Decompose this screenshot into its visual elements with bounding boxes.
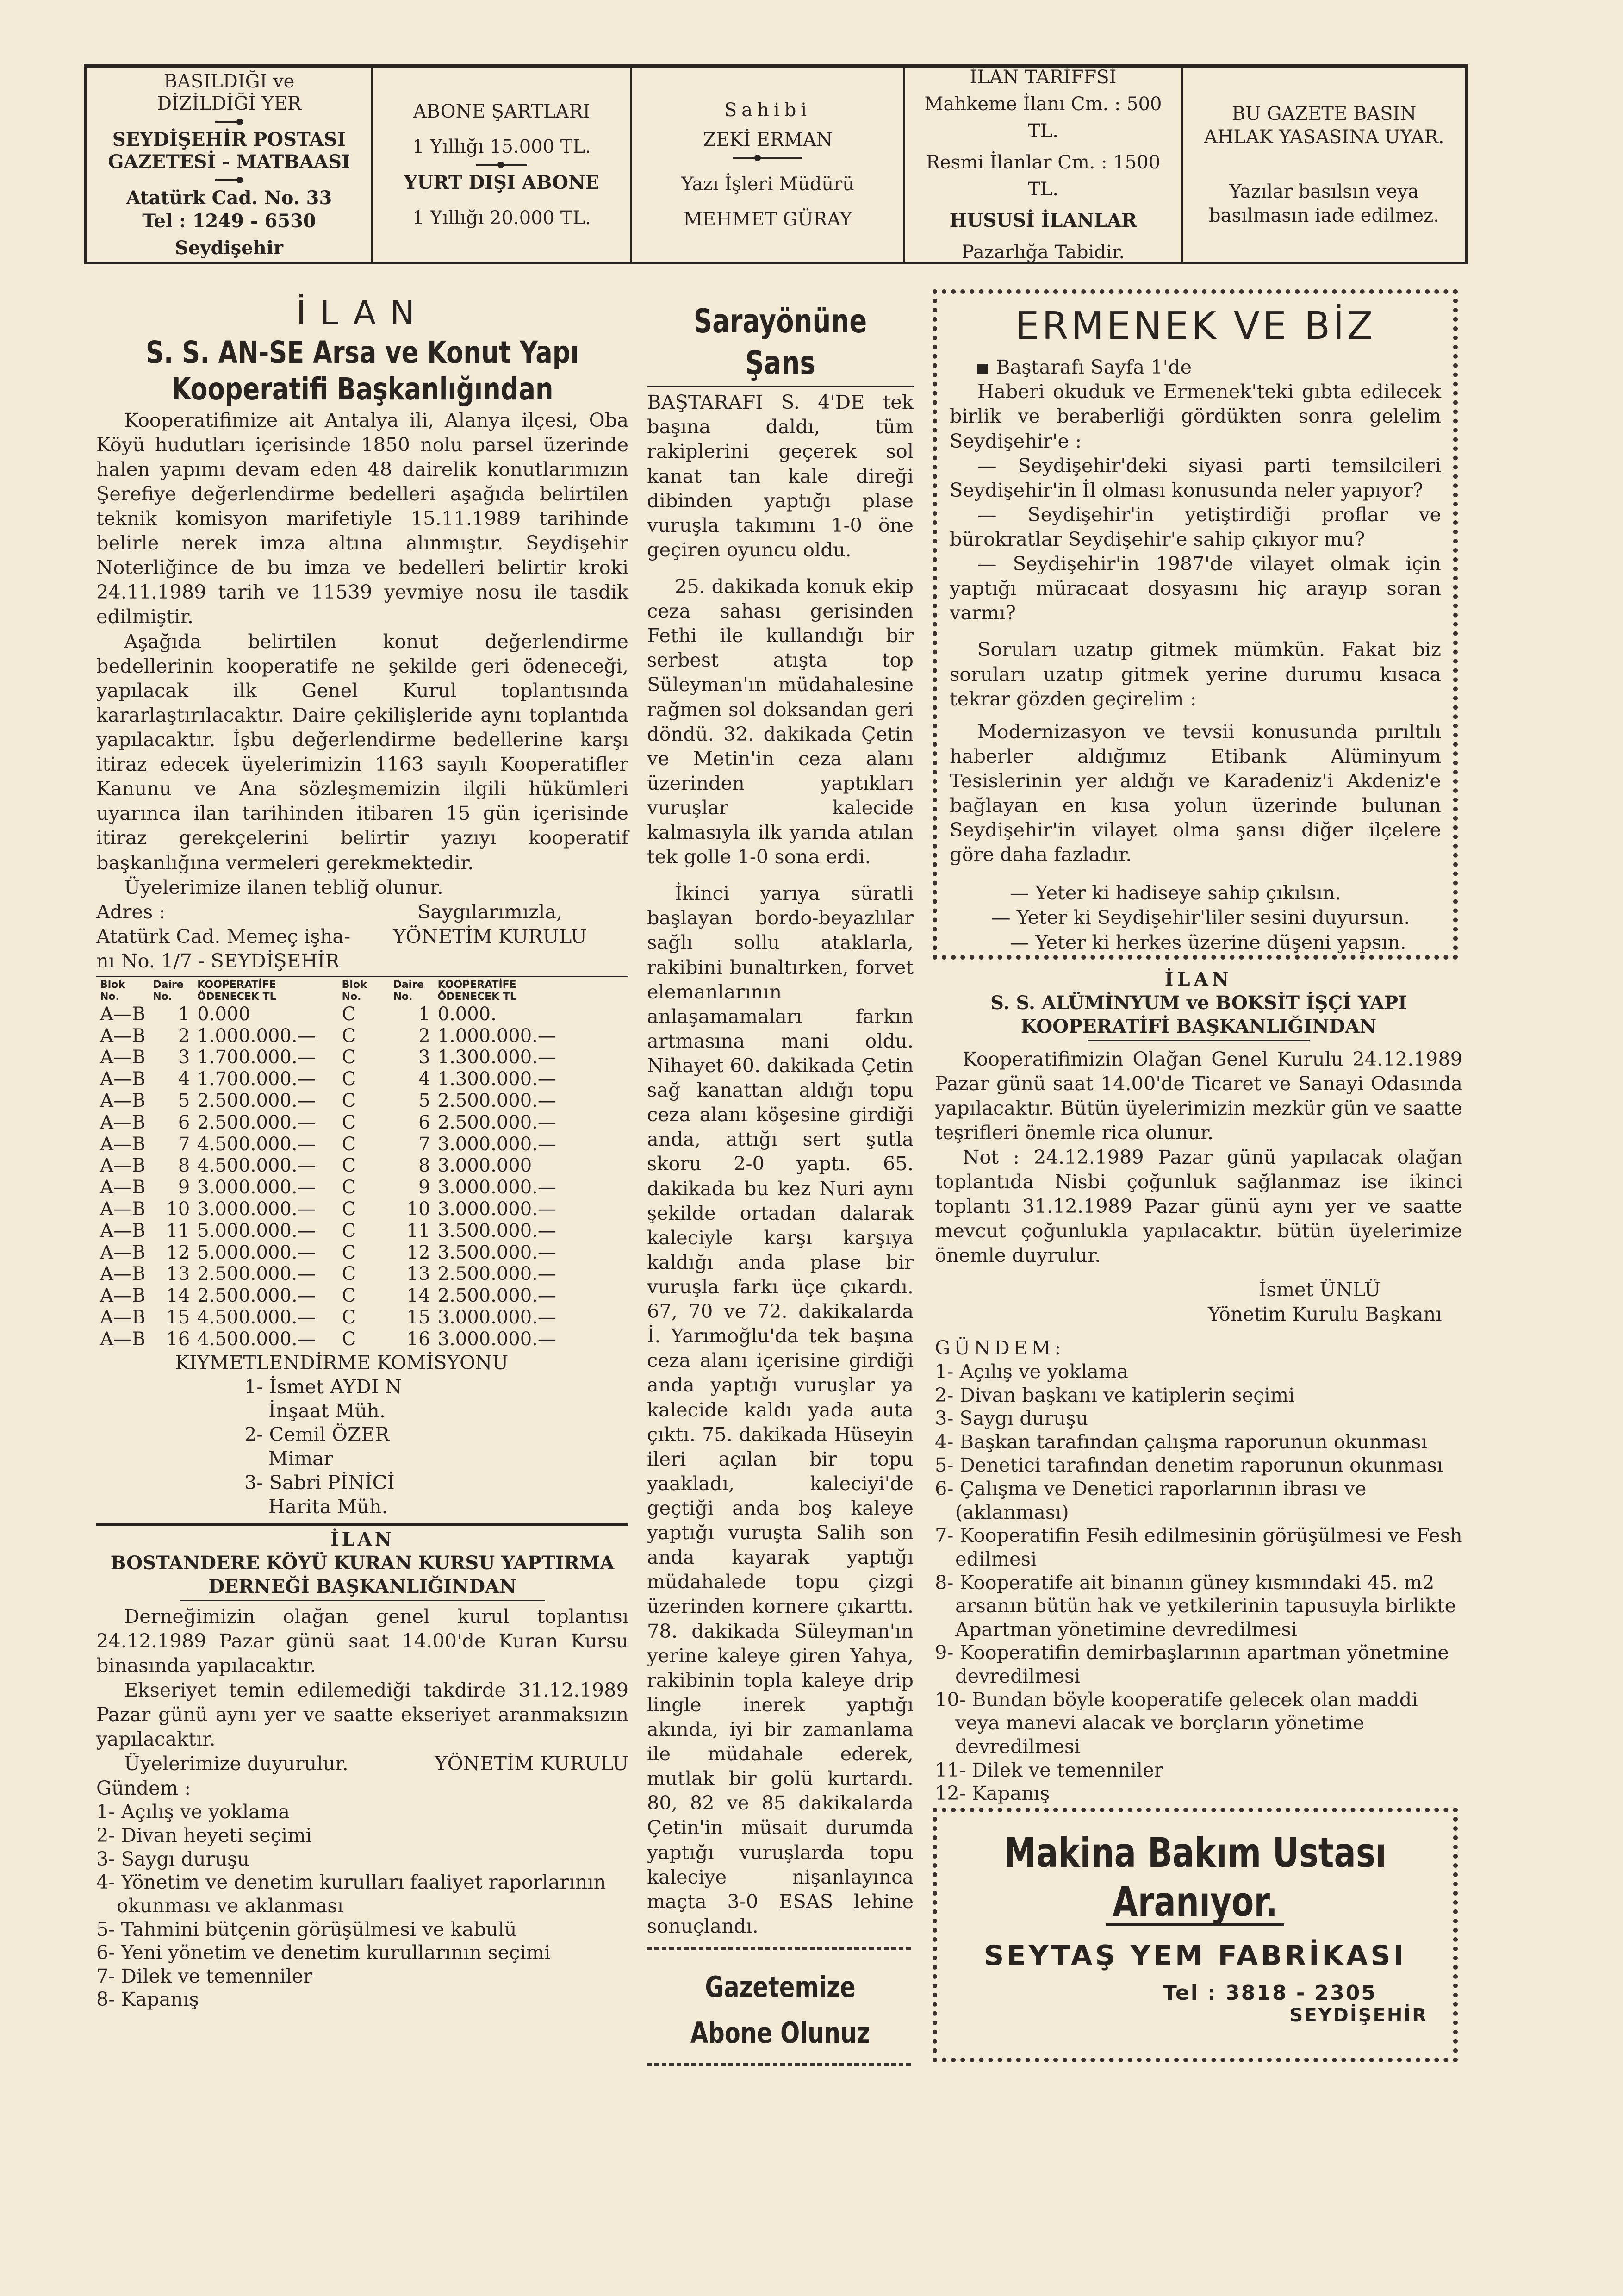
amount-cell: 1.000.000.—	[197, 1025, 316, 1047]
amount-cell: 5.000.000.—	[197, 1220, 316, 1242]
table-row	[338, 1329, 560, 1350]
cooperative-heading: S. S. ALÜMİNYUM ve BOKSİT İŞÇİ YAPI	[990, 992, 1407, 1014]
city-name: SEYDİŞEHİR	[1289, 2005, 1428, 2027]
agenda-item: 3- Saygı duruşu	[96, 1847, 250, 1870]
agenda-item: 5- Tahmini bütçenin görüşülmesi ve kabulü	[96, 1917, 517, 1940]
amount-cell: 0.000	[197, 1003, 250, 1025]
flat-cell: 16	[166, 1328, 190, 1350]
block-cell: A—B	[100, 1090, 146, 1112]
column-left	[96, 292, 628, 2011]
flat-cell: 15	[406, 1306, 430, 1328]
agenda-item: 8- Kooperatife ait binanın güney kısmındaki 45. m2 arsanın bütün hak ve yetkilerinin tapusuyla birlikte Apartman yönetimine devredilmesi	[935, 1571, 1456, 1641]
flat-cell: 3	[178, 1047, 190, 1068]
agenda-item: 6- Çalışma ve Denetici raporlarının ibrası ve (aklanması)	[935, 1477, 1367, 1523]
agenda-item: 7- Dilek ve temenniler	[96, 1964, 313, 1987]
notice-paragraph: Kooperatifimizin Olağan Genel Kurulu 24.12.1989 Pazar günü saat 14.00'de Ticaret ve Sanayi Odasında yapılacaktır. Bütün üyelerimizin mezkür gün ve saatte teşrifleri önemle rica olunur.	[935, 1047, 1462, 1144]
table-row	[96, 1307, 320, 1329]
block-cell: C	[342, 1198, 356, 1220]
board-signature: YÖNETİM KURULU	[435, 1752, 628, 1775]
amount-cell: 3.500.000.—	[437, 1220, 556, 1242]
masthead-ethics	[1183, 68, 1465, 262]
owner-line: Yazı İşleri Müdürü	[681, 174, 855, 195]
block-cell: C	[342, 1090, 356, 1112]
flat-cell: 1	[178, 1003, 190, 1025]
ornament-border	[647, 1947, 914, 1950]
square-bullet-icon	[977, 364, 988, 374]
table-row	[96, 1090, 320, 1112]
printing-line: BASILDIĞI ve	[163, 71, 295, 92]
amount-cell: 1.300.000.—	[437, 1068, 556, 1090]
flat-cell: 8	[418, 1155, 430, 1177]
block-cell: C	[342, 1285, 356, 1307]
amount-cell: 2.500.000.—	[437, 1285, 556, 1307]
notice-paragraph: Derneğimizin olağan genel kurul toplantısı 24.12.1989 Pazar günü saat 14.00'de Kuran Kursu binasında yapılacaktır.	[96, 1604, 628, 1677]
article-paragraph: İkinci yarıya süratli başlayan bordo-beyazlılar sağlı sollu ataklarla, rakibini bunaltırken, forvet elemanlarının anlaşamamaları farkın artmasına mani oldu. Nihayet 60. dakikada Çetin sağ kanattan aldığı topu ceza alanı köşesine girdiği anda, attığı sert şutla skoru 2-0 yaptı. 65. dakikada bu kez Nuri aynı şekilde ortadan dalarak kaleciyle karşı karşıya kaldığı anda plase bir vuruşla farkı üçe çıkardı. 67, 70 ve 72. dakikalarda İ. Yarımoğlu'da tek başına ceza alanı içerisine girdiği anda yaptığı vuruşlar ya kalecide kaldı yada auta çıktı. 75. dakikada Hüseyin ileri açılan bir topu yaakladı, kaleciyi'de geçtiği anda boş kaleye yaptığı vuruşta Salih son anda kayarak yaptığı müdahalede topu çizgi üzerinden kornere çıkarttı. 78. dakikada Süleyman'ın yerine kaleye giren Yahya, rakibinin topla kaleye drip lingle inerek yaptığı akında, iyi bir zamanlama ile müdahale ederek, mutlak bir golü kurtardı. 80, 82 ve 85 dakikalarda Çetin'in müsait durumda yaptığı vuruşlarda topu kaleciye nişanlayınca maçta 3-0 ESAS lehine sonuçlandı.	[647, 882, 914, 1937]
divider	[96, 976, 628, 977]
article-title: ERMENEK VE BİZ	[1015, 304, 1376, 348]
flat-cell: 14	[406, 1285, 430, 1307]
ad-rate-line: Pazarlığa Tabidir.	[961, 242, 1125, 263]
separator-ornament	[215, 179, 243, 181]
block-cell: C	[342, 1177, 356, 1198]
amount-cell: 3.000.000.—	[437, 1306, 556, 1328]
lead-text: Baştarafı Sayfa 1'de	[996, 356, 1192, 379]
flat-cell: 8	[178, 1155, 190, 1177]
phone-number: Tel : 3818 - 2305	[1163, 1981, 1377, 2005]
amount-cell: 2.500.000.—	[197, 1090, 316, 1112]
flat-cell: 4	[418, 1068, 430, 1090]
flat-cell: 16	[406, 1328, 430, 1350]
closing-line: — Yeter ki herkes üzerine düşeni yapsın.	[1010, 930, 1406, 954]
masthead-subscription	[373, 68, 632, 262]
commission-list	[96, 1375, 628, 1519]
printing-line: GAZETESİ - MATBAASI	[108, 151, 350, 173]
flat-cell: 10	[166, 1198, 190, 1220]
block-cell: C	[342, 1133, 356, 1155]
commission-role: Harita Müh.	[268, 1495, 388, 1518]
flat-cell: 3	[418, 1047, 430, 1068]
block-cell: C	[342, 1306, 356, 1328]
divider	[647, 386, 914, 387]
table-row	[96, 1177, 320, 1198]
announcement-line	[96, 1751, 628, 1776]
agenda-item: 8- Kapanış	[96, 1988, 199, 2011]
commission-role: Mimar	[268, 1447, 333, 1470]
printing-line: Tel : 1249 - 6530 Seydişehir	[142, 210, 316, 259]
block-cell: A—B	[100, 1177, 146, 1198]
printing-line: DİZİLDİĞİ YER	[156, 93, 302, 114]
signature-title: Yönetim Kurulu Başkanı	[1208, 1302, 1442, 1325]
amount-cell: 4.500.000.—	[197, 1155, 316, 1177]
subscription-line: YURT DIŞI ABONE	[404, 172, 600, 193]
divider	[180, 1600, 545, 1601]
block-cell: C	[342, 1068, 356, 1090]
table-row	[338, 1263, 560, 1285]
address-block	[96, 899, 628, 973]
table-row	[96, 1068, 320, 1090]
amount-cell: 4.500.000.—	[197, 1133, 316, 1155]
column-right-notice	[935, 967, 1462, 1805]
cooperative-heading: Kooperatifi Başkanlığından	[171, 371, 553, 407]
agenda-item: 1- Açılış ve yoklama	[935, 1360, 1129, 1383]
signature-name: İsmet ÜNLÜ	[1259, 1278, 1381, 1301]
valuation-tables	[96, 979, 628, 1350]
address-label: Adres :	[96, 900, 166, 923]
masthead-ad-rates	[905, 68, 1183, 262]
flat-cell: 7	[178, 1133, 190, 1155]
block-cell: C	[342, 1111, 356, 1133]
amount-cell: 2.500.000.—	[197, 1263, 316, 1285]
agenda-item: 9- Kooperatifin demirbaşlarının apartman yönetmine devredilmesi	[935, 1641, 1449, 1687]
agenda-item: 1- Açılış ve yoklama	[96, 1800, 290, 1823]
table-row	[96, 1285, 320, 1307]
flat-cell: 6	[178, 1111, 190, 1133]
block-cell: C	[342, 1242, 356, 1263]
table-row	[96, 1134, 320, 1155]
separator-ornament	[215, 121, 243, 123]
block-cell: A—B	[100, 1220, 146, 1242]
divider	[1088, 1040, 1310, 1041]
printing-line: Atatürk Cad. No. 33	[126, 187, 332, 209]
agenda-item: 6- Yeni yönetim ve denetim kurullarının seçimi	[96, 1941, 551, 1964]
flat-cell: 2	[178, 1025, 190, 1047]
flat-cell: 12	[406, 1242, 430, 1263]
masthead	[84, 64, 1468, 264]
amount-cell: 3.000.000.—	[437, 1198, 556, 1220]
flat-cell: 10	[406, 1198, 430, 1220]
article-paragraph: 25. dakikada konuk ekip ceza sahası gerisinden Fethi ile kullandığı bir serbest atışta top Süleyman'ın müdahalesine rağmen sol doksandan geri döndü. 32. dakikada Çetin ve Metin'in ceza alanı üzerinden yaptıkları vuruşlar kalecide kalmasıyla ilk yarıda atılan tek golle 1-0 sona erdi.	[647, 574, 914, 868]
table-row	[96, 1047, 320, 1068]
amount-cell: 2.500.000.—	[437, 1090, 556, 1112]
flat-cell: 13	[406, 1263, 430, 1285]
article-paragraph: BAŞTARAFI S. 4'DE tek başına daldı, tüm rakiplerini geçerek sol kanat tan kale direği dibinden yaptığı plase vuruşla takımını 1-0 öne geçiren oyuncu oldu.	[647, 391, 914, 561]
masthead-printing	[87, 68, 373, 262]
ethics-line: AHLAK YASASINA UYAR.	[1204, 126, 1444, 148]
amount-cell: 3.000.000	[437, 1155, 532, 1177]
flat-cell: 15	[166, 1306, 190, 1328]
amount-cell: 4.500.000.—	[197, 1306, 316, 1328]
flat-cell: 1	[418, 1003, 430, 1025]
valuation-table-ab	[96, 979, 320, 1350]
amount-cell: 3.000.000.—	[437, 1177, 556, 1198]
announcement-text: Üyelerimize duyurulur.	[124, 1752, 348, 1775]
notice-paragraph: Kooperatifimize ait Antalya ili, Alanya ilçesi, Oba Köyü hudutları içerisinde 1850 nolu parsel üzerinde halen yapımı devam eden 48 dairelik konutlarımızın Şerefiye değerlendirme bedelleri aşağıda belirtilen teknik komisyon marifetiyle 15.11.1989 tarihinde belirle nerek imza altına alınmıştır. Seydişehir Noterliğince de bu imza ve bedelleri belirtir kroki 24.11.1989 tarih ve 11539 yevmiye nosu ile tasdik edilmiştir.	[96, 408, 628, 628]
table-row	[96, 1112, 320, 1134]
ad-rate-line: Resmi İlanlar Cm. : 1500 TL.	[926, 152, 1161, 200]
block-cell: A—B	[100, 1285, 146, 1307]
address-line: Atatürk Cad. Memeç işha-	[96, 924, 351, 948]
agenda-item: 5- Denetici tarafından denetim raporunun okunması	[935, 1454, 1443, 1477]
agenda-item: 2- Divan başkanı ve katiplerin seçimi	[935, 1383, 1295, 1406]
block-cell: C	[342, 1328, 356, 1350]
regards-text: Saygılarımızla,	[417, 900, 563, 923]
block-cell: A—B	[100, 1025, 146, 1047]
masthead-owner	[632, 68, 905, 262]
ilan-heading: İLAN	[330, 1528, 395, 1550]
table-row	[338, 1090, 560, 1112]
notice-paragraph: Üyelerimize ilanen tebliğ olunur.	[124, 875, 443, 898]
ethics-line: basılmasın iade edilmez.	[1208, 205, 1440, 226]
table-row	[338, 1155, 560, 1177]
flat-cell: 6	[418, 1111, 430, 1133]
association-heading: BOSTANDERE KÖYÜ KURAN KURSU YAPTIRMA	[110, 1552, 615, 1574]
block-cell: A—B	[100, 1133, 146, 1155]
table-row	[96, 1329, 320, 1350]
amount-cell: 3.000.000.—	[437, 1328, 556, 1350]
block-cell: C	[342, 1025, 356, 1047]
block-cell: A—B	[100, 1306, 146, 1328]
ilan-heading: İLAN	[296, 293, 429, 332]
owner-line: ZEKİ ERMAN	[703, 129, 833, 150]
agenda-item: 4- Başkan tarafından çalışma raporunun okunması	[935, 1430, 1427, 1453]
table-row	[338, 1242, 560, 1264]
block-cell: A—B	[100, 1068, 146, 1090]
amount-cell: 1.300.000.—	[437, 1047, 556, 1068]
block-cell: A—B	[100, 1155, 146, 1177]
amount-cell: 3.000.000.—	[437, 1133, 556, 1155]
commission-member: 1- İsmet AYDI N	[244, 1375, 402, 1398]
table-row	[338, 1112, 560, 1134]
subscribe-promo: Abone Olunuz	[690, 2016, 871, 2050]
table-header: Blok No.	[342, 979, 367, 1003]
amount-cell: 2.500.000.—	[197, 1285, 316, 1307]
flat-cell: 9	[178, 1177, 190, 1198]
ethics-line: Yazılar basılsın veya	[1229, 181, 1419, 202]
job-ad-headline: Makina Bakım Ustası	[1004, 1829, 1387, 1877]
ad-rate-line: İLAN TARİFFSİ	[970, 67, 1117, 88]
block-cell: A—B	[100, 1003, 146, 1025]
table-row	[96, 1263, 320, 1285]
agenda-item: 4- Yönetim ve denetim kurulları faaliyet raporlarının okunması ve aklanması	[96, 1871, 606, 1917]
agenda-heading: Gündem :	[96, 1777, 191, 1800]
table-row	[96, 1242, 320, 1264]
amount-cell: 1.700.000.—	[197, 1068, 316, 1090]
amount-cell: 1.700.000.—	[197, 1047, 316, 1068]
block-cell: C	[342, 1263, 356, 1285]
table-row	[96, 1004, 320, 1025]
table-row	[338, 1285, 560, 1307]
table-row	[338, 1177, 560, 1198]
column-middle	[647, 301, 914, 2066]
commission-title: KIYMETLENDİRME KOMİSYONU	[175, 1351, 509, 1374]
association-heading: DERNEĞİ BAŞKANLIĞINDAN	[208, 1576, 516, 1598]
block-cell: A—B	[100, 1242, 146, 1263]
table-row	[96, 1025, 320, 1047]
block-cell: C	[342, 1047, 356, 1068]
table-row	[338, 1220, 560, 1242]
agenda-heading: GÜNDEM:	[935, 1336, 1065, 1359]
question-line: — Seydişehir'deki siyasi parti temsilcileri Seydişehir'in İl olması konusunda neler yapıyor?	[950, 454, 1441, 501]
question-line: — Seydişehir'in yetiştirdiği proflar ve bürokratlar Seydişehir'e sahip çıkıyor mu?	[950, 503, 1441, 550]
owner-line: MEHMET GÜRAY	[683, 209, 852, 230]
flat-cell: 11	[166, 1220, 190, 1242]
subscription-line: ABONE ŞARTLARI	[413, 101, 591, 122]
table-row	[338, 1198, 560, 1220]
amount-cell: 2.500.000.—	[437, 1111, 556, 1133]
block-cell: A—B	[100, 1263, 146, 1285]
address-line: nı No. 1/7 - SEYDİŞEHİR	[96, 949, 340, 972]
flat-cell: 9	[418, 1177, 430, 1198]
table-row	[338, 1025, 560, 1047]
commission-role: İnşaat Müh.	[268, 1399, 386, 1422]
notice-paragraph: Not : 24.12.1989 Pazar günü yapılacak olağan toplantıda Nisbi çoğunluk sağlanmaz ise ikinci toplantı 31.12.1989 Pazar günü aynı yer ve saatte mevcut çoğunlukla yapılacaktır. bütün üyelerimize önemle duyrulur.	[935, 1146, 1462, 1267]
table-row	[338, 1004, 560, 1025]
commission-member: 2- Cemil ÖZER	[244, 1423, 390, 1446]
divider	[96, 1523, 628, 1526]
agenda-item: 3- Saygı duruşu	[935, 1407, 1088, 1430]
owner-line: Sahibi	[724, 100, 812, 121]
amount-cell: 0.000.	[437, 1003, 497, 1025]
subscription-line: 1 Yıllığı 15.000 TL.	[412, 136, 591, 157]
table-header: Blok No.	[100, 979, 125, 1003]
valuation-table-c	[338, 979, 560, 1350]
ad-rate-line: Mahkeme İlanı Cm. : 500 TL.	[924, 94, 1162, 142]
amount-cell: 3.000.000.—	[197, 1198, 316, 1220]
ornament-border	[647, 2063, 914, 2066]
cooperative-heading: KOOPERATİFİ BAŞKANLIĞINDAN	[1020, 1016, 1377, 1038]
amount-cell: 3.000.000.—	[197, 1177, 316, 1198]
block-cell: A—B	[100, 1328, 146, 1350]
agenda-item: 12- Kapanış	[935, 1782, 1050, 1805]
article-paragraph: Modernizasyon ve tevsii konusunda pırıltılı haberler aldığımız Etibank Alüminyum Tesislerinin yer aldığı ve Karadeniz'i Akdeniz'e bağlayan en kısa yolun üzerinde bulunan Seydişehir'in vilayet olma şansı diğer ilçelere göre daha fazladır.	[950, 720, 1441, 866]
amount-cell: 1.000.000.—	[437, 1025, 556, 1047]
article-title: Sarayönüne Şans	[693, 302, 867, 382]
amount-cell: 4.500.000.—	[197, 1328, 316, 1350]
block-cell: C	[342, 1003, 356, 1025]
agenda-item: 2- Divan heyeti seçimi	[96, 1824, 312, 1847]
flat-cell: 11	[406, 1220, 430, 1242]
notice-paragraph: Ekseriyet temin edilemediği takdirde 31.12.1989 Pazar günü aynı yer ve saatte ekseriyet aranmaksızın yapılacaktır.	[96, 1678, 628, 1751]
agenda-item: 7- Kooperatifin Fesih edilmesinin görüşülmesi ve Fesh edilmesi	[935, 1524, 1462, 1570]
table-row	[96, 1220, 320, 1242]
table-header: Daire No.	[393, 979, 424, 1003]
flat-cell: 12	[166, 1242, 190, 1263]
ilan-heading: İLAN	[1164, 968, 1233, 990]
agenda-list	[935, 1360, 1462, 1805]
article-lead	[950, 355, 1441, 379]
table-row	[338, 1307, 560, 1329]
printing-line: SEYDİŞEHİR POSTASI	[112, 129, 346, 150]
job-ad-headline: Aranıyor.	[1113, 1878, 1278, 1926]
flat-cell: 4	[178, 1068, 190, 1090]
agenda-item: 11- Dilek ve temenniler	[935, 1758, 1163, 1781]
separator-ornament	[476, 164, 527, 166]
notice-paragraph: Aşağıda belirtilen konut değerlendirme bedellerinin kooperatife ne şekilde geri ödeneceği, yapılacak ilk Genel Kurul toplantısında kararlaştırılacaktır. Daire çekilişleride aynı toplantıda yapılacaktır. İşbu değerlendirme bedellerine karşı itiraz edecek üyelerimizin 1163 sayılı Kooperatifler Kanunu ve Ana sözleşmemizin ilgili hükümleri uyarınca ilan tarihinden itibaren 15 gün içerisinde itiraz gerekçelerini belirtir yazıyı kooperatif başkanlığına vermeleri gerekmektedir.	[96, 630, 628, 874]
subscription-line: 1 Yıllığı 20.000 TL.	[412, 207, 591, 229]
flat-cell: 13	[166, 1263, 190, 1285]
table-row	[338, 1068, 560, 1090]
table-row	[96, 1155, 320, 1177]
table-row	[338, 1047, 560, 1068]
company-name: SEYTAŞ YEM FABRİKASI	[984, 1940, 1406, 1972]
ethics-line: BU GAZETE BASIN	[1231, 103, 1417, 125]
agenda-item: 10- Bundan böyle kooperatife gelecek olan maddi veya manevi alacak ve borçların yönetime devredilmesi	[935, 1688, 1418, 1758]
block-cell: C	[342, 1220, 356, 1242]
flat-cell: 5	[418, 1090, 430, 1112]
ermenek-article	[950, 306, 1441, 955]
amount-cell: 2.500.000.—	[197, 1111, 316, 1133]
separator-ornament	[733, 157, 802, 159]
agenda-list	[96, 1800, 628, 2011]
block-cell: A—B	[100, 1111, 146, 1133]
flat-cell: 5	[178, 1090, 190, 1112]
block-cell: A—B	[100, 1047, 146, 1068]
article-paragraph: Haberi okuduk ve Ermenek'teki gıbta edilecek birlik ve beraberliği gördükten sonra gelelim Seydişehir'e :	[950, 380, 1441, 452]
table-header: KOOPERATİFE ÖDENECEK TL	[197, 979, 276, 1003]
amount-cell: 2.500.000.—	[437, 1263, 556, 1285]
subscribe-promo: Gazetemize	[705, 1970, 856, 2004]
ad-rate-line: HUSUSİ İLANLAR	[949, 210, 1137, 231]
job-ad	[949, 1828, 1442, 2026]
commission-member: 3- Sabri PİNİCİ	[244, 1471, 395, 1494]
block-cell: A—B	[100, 1198, 146, 1220]
question-line: — Seydişehir'in 1987'de vilayet olmak için yaptığı müracaat dosyasını hiç arayıp soran varmı?	[950, 552, 1441, 624]
closing-line: — Yeter ki Seydişehir'liler sesini duyursun.	[991, 906, 1410, 929]
closing-line: — Yeter ki hadiseye sahip çıkılsın.	[1010, 881, 1341, 905]
table-row	[338, 1134, 560, 1155]
flat-cell: 14	[166, 1285, 190, 1307]
board-signature: YÖNETİM KURULU	[393, 924, 587, 948]
table-header: KOOPERATİFE ÖDENECEK TL	[437, 979, 516, 1003]
block-cell: C	[342, 1155, 356, 1177]
amount-cell: 5.000.000.—	[197, 1242, 316, 1263]
flat-cell: 7	[418, 1133, 430, 1155]
amount-cell: 3.500.000.—	[437, 1242, 556, 1263]
article-paragraph: Soruları uzatıp gitmek mümkün. Fakat biz soruları uzatıp gitmek yerine durumu kısaca tekrar gözden geçirelim :	[950, 638, 1441, 710]
cooperative-heading: S. S. AN-SE Arsa ve Konut Yapı	[145, 335, 579, 371]
flat-cell: 2	[418, 1025, 430, 1047]
table-row	[96, 1198, 320, 1220]
table-header: Daire No.	[153, 979, 184, 1003]
